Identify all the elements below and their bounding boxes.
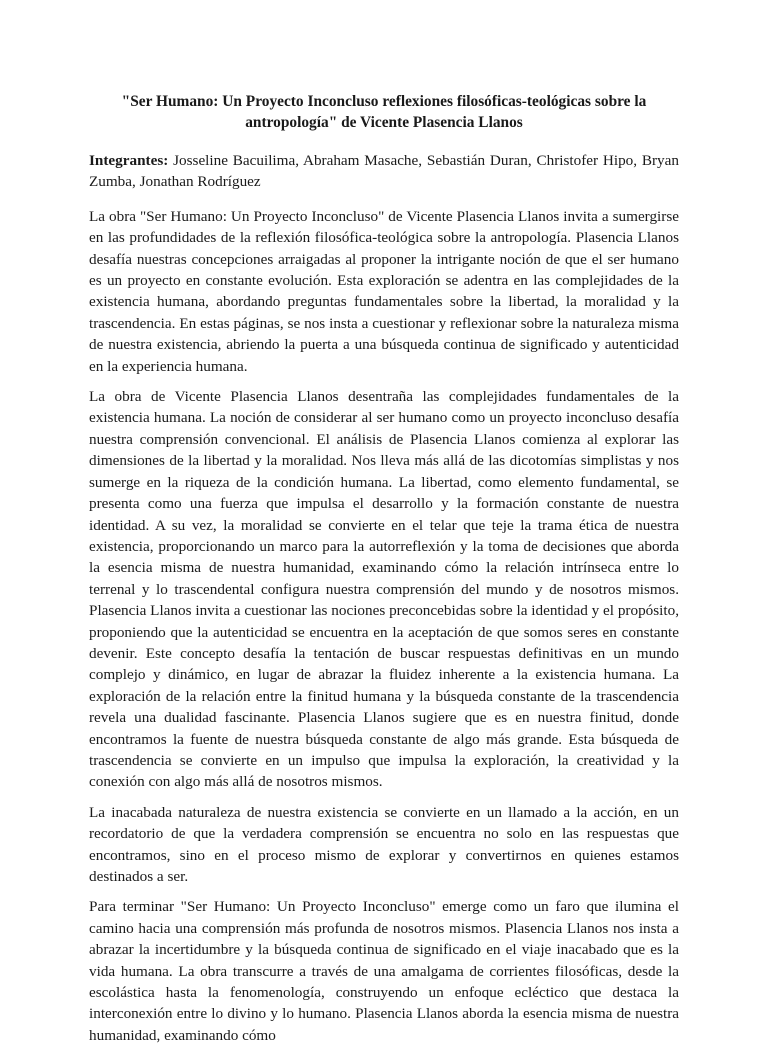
paragraph-1: La obra "Ser Humano: Un Proyecto Inconcluso" de Vicente Plasencia Llanos invita a sumergirse en las profundidades de la reflexión filosófica-teológica sobre la antropología. Plasencia Llanos desafía nuestras concepciones arraigadas al proponer la intrigante noción de que el ser humano es un proyecto en constante evolución. Esta exploración se adentra en las complejidades de la existencia humana, abordando preguntas fundamentales sobre la libertad, la moralidad y la trascendencia. En estas páginas, se nos insta a cuestionar y reflexionar sobre la naturaleza misma de nuestra existencia, abriendo la puerta a una búsqueda continua de significado y autenticidad en la experiencia humana. xyxy=(89,207,679,375)
paragraph-4: Para terminar "Ser Humano: Un Proyecto Inconcluso" emerge como un faro que ilumina el camino hacia una comprensión más profunda de nosotros mismos. Plasencia Llanos nos insta a abrazar la incertidumbre y la búsqueda continua de significado en el viaje inacabado que es la vida humana. La obra transcurre a través de una amalgama de corrientes filosóficas, desde la escolástica hasta la fenomenología, construyendo un enfoque ecléctico que destaca la interconexión entre lo divino y lo humano. Plasencia Llanos aborda la esencia misma de nuestra humanidad, examinando cómo xyxy=(89,898,679,1044)
document-title: "Ser Humano: Un Proyecto Inconcluso reflexiones filosóficas-teológicas sobre la antropología" de Vicente Plasencia Llanos xyxy=(121,93,647,131)
members-line xyxy=(89,150,679,193)
paragraph-2: La obra de Vicente Plasencia Llanos desentraña las complejidades fundamentales de la existencia humana. La noción de considerar al ser humano como un proyecto inconcluso desafía nuestra comprensión convencional. El análisis de Plasencia Llanos comienza al explorar las dimensiones de la libertad y la moralidad. Nos lleva más allá de las dicotomías simplistas y nos sumerge en la riqueza de la condición humana. La libertad, como elemento fundamental, se presenta como una fuerza que impulsa el desarrollo y la formación constante de nuestra identidad. A su vez, la moralidad se convierte en el telar que teje la trama ética de nuestra existencia, proporcionando un marco para la autorreflexión y la toma de decisiones que aborda la esencia misma de nuestra humanidad, examinando cómo la relación intrínseca entre lo terrenal y lo trascendental configura nuestra comprensión del mundo y de nosotros mismos. Plasencia Llanos invita a cuestionar las nociones preconcebidas sobre la identidad y el propósito, proponiendo que la autenticidad se encuentra en la aceptación de que somos seres en constante devenir. Este concepto desafía la tentación de buscar respuestas definitivas en un mundo complejo y dinámico, en lugar de abrazar la fluidez inherente a la existencia humana. La exploración de la relación entre la finitud humana y la búsqueda constante de la trascendencia revela una dualidad fascinante. Plasencia Llanos sugiere que es en nuestra finitud, donde encontramos la fuente de nuestra búsqueda constante de algo más grande. Esta búsqueda de trascendencia se convierte en un impulso que impulsa la exploración, la creatividad y la conexión con algo más allá de nosotros mismos. xyxy=(89,388,679,791)
members-label: Integrantes: xyxy=(89,152,169,169)
members-list: Josseline Bacuilima, Abraham Masache, Sebastián Duran, Christofer Hipo, Bryan Zumba, Jonathan Rodríguez xyxy=(89,152,679,191)
paragraph-3: La inacabada naturaleza de nuestra existencia se convierte en un llamado a la acción, en un recordatorio de que la verdadera comprensión se encuentra no solo en las respuestas que encontramos, sino en el proceso mismo de explorar y convertirnos en quienes estamos destinados a ser. xyxy=(89,803,679,885)
